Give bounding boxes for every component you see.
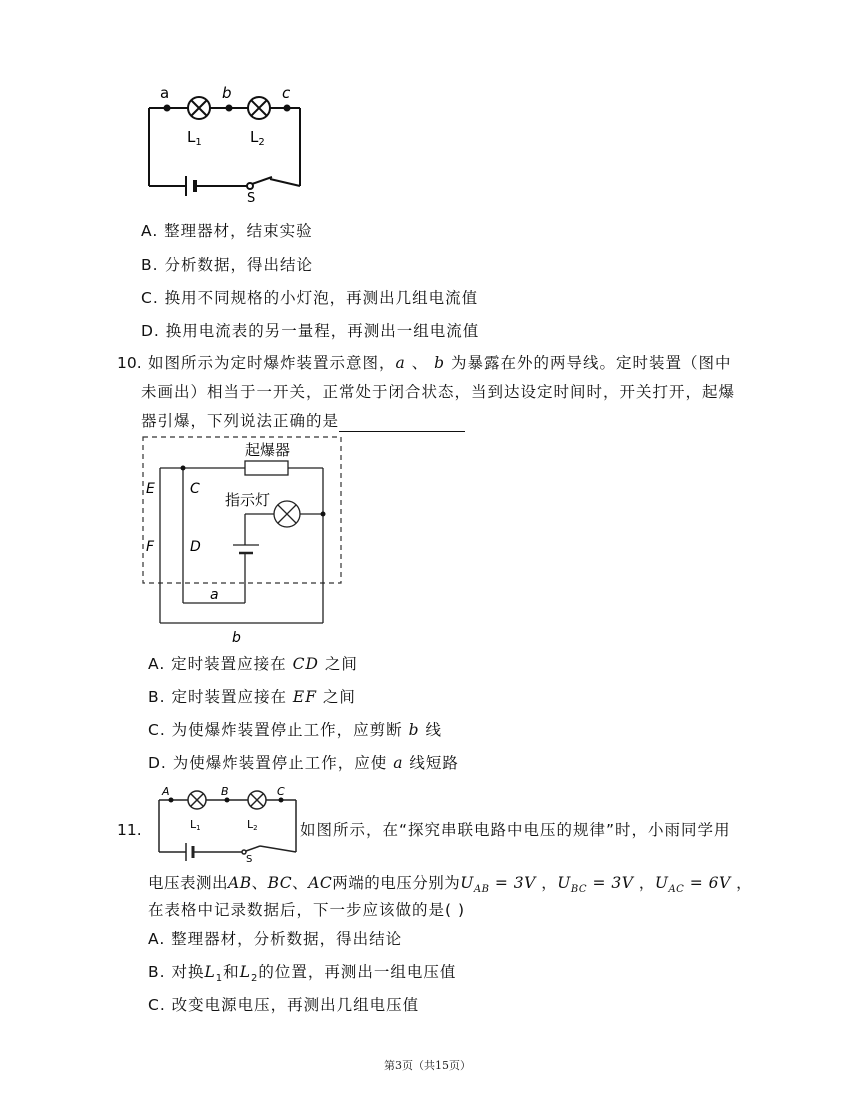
q10-stem-line2: 未画出）相当于一开关，正常处于闭合状态，当到达设定时间时，开关打开，起爆 [141,383,736,401]
timed-detonator-figure [135,433,350,648]
q9-option-c: C. 换用不同规格的小灯泡，再测出几组电流值 [141,289,479,307]
q10-stem-line3: 器引爆，下列说法正确的是 [141,410,465,432]
q10-option-a: A. 定时装置应接在 CD 之间 [148,655,358,673]
indicator-lamp-label: 指示灯 [225,491,271,509]
switch-S-label: S [246,854,253,862]
node-A-label: A [162,785,170,798]
wire-a-label: a [210,587,219,603]
q10-option-b: B. 定时装置应接在 EF 之间 [148,688,356,706]
node-a [164,105,171,112]
q9-option-d: D. 换用电流表的另一量程，再测出一组电流值 [141,322,480,340]
point-f-label: F [146,539,155,555]
q10-stem-line1: 如图所示为定时爆炸装置示意图，a 、 b 为暴露在外的两导线。定时装置（图中 [148,354,732,372]
q11-stem-line1: 如图所示，在“探究串联电路中电压的规律”时，小雨同学用 [300,821,731,839]
q11-stem-line2: 电压表测出AB、BC、AC两端的电压分别为$U_{AB} = 3V$ ，$U_{BC} = 3V$ ，$U_{AC} = 6V$ ， [148,874,753,896]
switch-label: S [247,191,256,204]
q10-option-d: D. 为使爆炸装置停止工作，应使 a 线短路 [148,754,459,772]
q11-stem-line3: 在表格中记录数据后，下一步应该做的是( ) [148,901,466,919]
detonator-label: 起爆器 [245,441,291,459]
point-e-label: E [146,481,155,497]
q11-option-a: A. 整理器材，分析数据，得出结论 [148,930,403,948]
lamp-L1-label: L1 [190,818,201,832]
q10-number: 10. [117,354,142,372]
label-a: a [160,84,170,102]
point-d-label: D [190,539,201,555]
node-C-label: C [277,785,285,798]
answer-blank [339,415,465,432]
series-circuit-figure-q9 [140,84,310,204]
point-c-label: C [190,481,200,497]
wire-b-label: b [232,630,241,646]
q11-option-b: B. 对换$L_1$和$L_2$的位置，再测出一组电压值 [148,963,457,985]
q11-option-c: C. 改变电源电压，再测出几组电压值 [148,996,420,1014]
lamp-L2-label: L2 [247,818,258,832]
page-footer: 第3页（共15页） [384,1059,471,1072]
node-c [284,105,291,112]
series-circuit-figure-q11 [150,782,300,862]
q9-option-b: B. 分析数据，得出结论 [141,256,313,274]
label-b: b [222,84,232,102]
node-b [226,105,233,112]
lamp-l2-label: $L_2$ [250,128,265,148]
lamp-l1-label: $L_1$ [187,128,202,148]
label-c: c [282,84,291,102]
q9-option-a: A. 整理器材，结束实验 [141,222,313,240]
node-B-label: B [221,785,229,798]
q11-number: 11. [117,821,142,839]
q10-option-c: C. 为使爆炸装置停止工作，应剪断 b 线 [148,721,442,739]
